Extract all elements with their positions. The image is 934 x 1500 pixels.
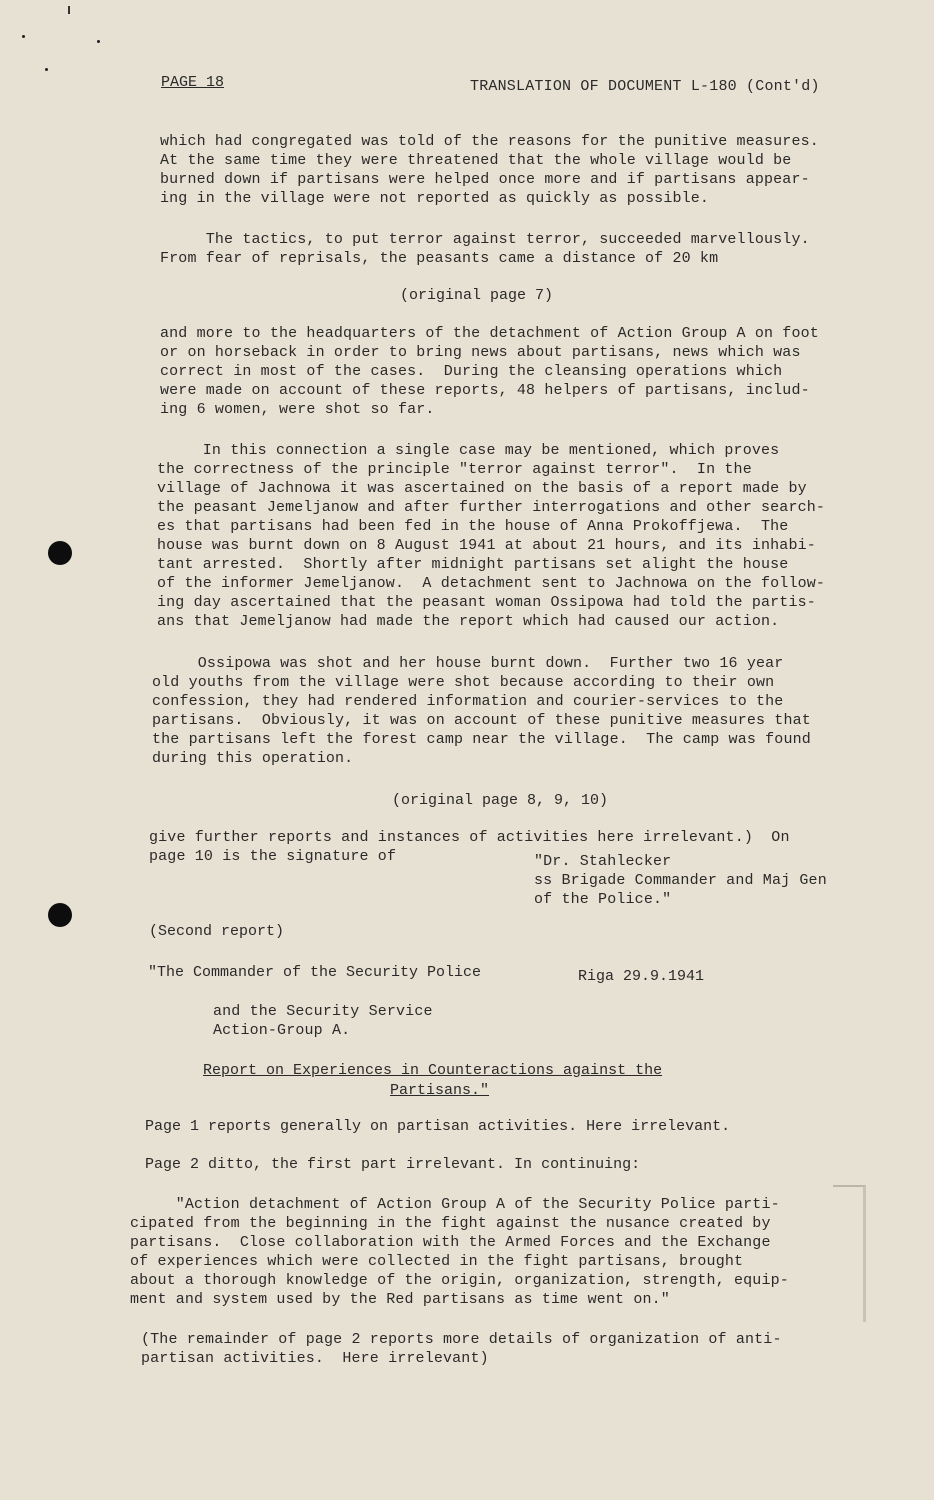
remainder-note [141, 1330, 782, 1368]
page1-note: Page 1 reports generally on partisan activities. Here irrelevant. [145, 1118, 731, 1135]
text-line: correct in most of the cases. During the cleansing operations which [160, 363, 783, 380]
commander-line: "The Commander of the Security Police [148, 964, 482, 981]
paragraph-3 [160, 324, 819, 419]
margin-bracket [833, 1185, 866, 1322]
text-line: the peasant Jemeljanow and after further interrogations and other search- [157, 499, 826, 516]
text-line: were made on account of these reports, 48 helpers of partisans, includ- [160, 382, 810, 399]
paragraph-5 [152, 654, 811, 768]
text-line: page 10 is the signature of [149, 848, 397, 865]
text-line: ment and system used by the Red partisans as time went on." [130, 1291, 670, 1308]
text-line: tant arrested. Shortly after midnight partisans set alight the house [157, 556, 789, 573]
paragraph-4 [157, 441, 825, 631]
text-line: ing 6 women, were shot so far. [160, 401, 435, 418]
text-line: of the informer Jemeljanow. A detachment sent to Jachnowa on the follow- [157, 575, 826, 592]
text-line: Ossipowa was shot and her house burnt down. Further two 16 year [152, 655, 784, 672]
text-line: "Dr. Stahlecker [534, 853, 672, 870]
text-line: the partisans left the forest camp near the village. The camp was found [152, 731, 811, 748]
text-line: In this connection a single case may be mentioned, which proves [157, 442, 780, 459]
text-line: during this operation. [152, 750, 354, 767]
text-line: old youths from the village were shot because according to their own [152, 674, 775, 691]
text-line: The tactics, to put terror against terror, succeeded marvellously. [160, 231, 810, 248]
text-line: "Action detachment of Action Group A of the Security Police parti- [130, 1196, 780, 1213]
text-line: which had congregated was told of the reasons for the punitive measures. [160, 133, 819, 150]
place-date: Riga 29.9.1941 [578, 968, 705, 985]
text-line: cipated from the beginning in the fight against the nusance created by [130, 1215, 771, 1232]
text-line: partisans. Obviously, it was on account of these punitive measures that [152, 712, 811, 729]
text-line: ing in the village were not reported as quickly as possible. [160, 190, 710, 207]
text-line: confession, they had rendered information and courier-services to the [152, 693, 784, 710]
corner-mark [68, 6, 70, 14]
text-line: the correctness of the principle "terror against terror". In the [157, 461, 752, 478]
text-line: house was burnt down on 8 August 1941 at about 21 hours, and its inhabi- [157, 537, 816, 554]
text-line: and more to the headquarters of the detachment of Action Group A on foot [160, 325, 819, 342]
report-title-cont: Partisans." [390, 1082, 490, 1099]
original-page-marker: (original page 7) [400, 287, 554, 304]
paragraph-2 [160, 230, 810, 268]
text-line: es that partisans had been fed in the house of Anna Prokoffjewa. The [157, 518, 789, 535]
text-line: ss Brigade Commander and Maj Gen [534, 872, 827, 889]
text-line: Action-Group A. [213, 1022, 351, 1039]
text-line: partisan activities. Here irrelevant) [141, 1350, 489, 1367]
original-page-marker: (original page 8, 9, 10) [392, 792, 609, 809]
paragraph-1 [160, 132, 819, 208]
text-line: (The remainder of page 2 reports more details of organization of anti- [141, 1331, 782, 1348]
text-line: and the Security Service [213, 1003, 433, 1020]
document-title: TRANSLATION OF DOCUMENT L-180 (Cont'd) [470, 78, 820, 95]
speck [22, 35, 25, 38]
service-block [213, 1002, 433, 1040]
text-line: At the same time they were threatened that the whole village would be [160, 152, 792, 169]
text-line: partisans. Close collaboration with the Armed Forces and the Exchange [130, 1234, 771, 1251]
punch-hole-bottom [48, 903, 72, 927]
page2-note: Page 2 ditto, the first part irrelevant. In continuing: [145, 1156, 641, 1173]
text-line: give further reports and instances of activities here irrelevant.) On [149, 829, 790, 846]
speck [97, 40, 100, 43]
signature-block [534, 852, 827, 909]
text-line: ing day ascertained that the peasant woman Ossipowa had told the partis- [157, 594, 816, 611]
page-number: PAGE 18 [161, 74, 225, 91]
text-line: ans that Jemeljanow had made the report which had caused our action. [157, 613, 780, 630]
second-report-label: (Second report) [149, 923, 285, 940]
text-line: about a thorough knowledge of the origin, organization, strength, equip- [130, 1272, 789, 1289]
text-line: of experiences which were collected in the fight partisans, brought [130, 1253, 744, 1270]
text-line: burned down if partisans were helped once more and if partisans appear- [160, 171, 810, 188]
text-line: From fear of reprisals, the peasants came a distance of 20 km [160, 250, 719, 267]
text-line: of the Police." [534, 891, 672, 908]
speck [45, 68, 48, 71]
punch-hole-top [48, 541, 72, 565]
text-line: or on horseback in order to bring news about partisans, news which was [160, 344, 801, 361]
report-title: Report on Experiences in Counteractions against the [203, 1062, 663, 1079]
text-line: village of Jachnowa it was ascertained on the basis of a report made by [157, 480, 807, 497]
quoted-paragraph [130, 1195, 789, 1309]
